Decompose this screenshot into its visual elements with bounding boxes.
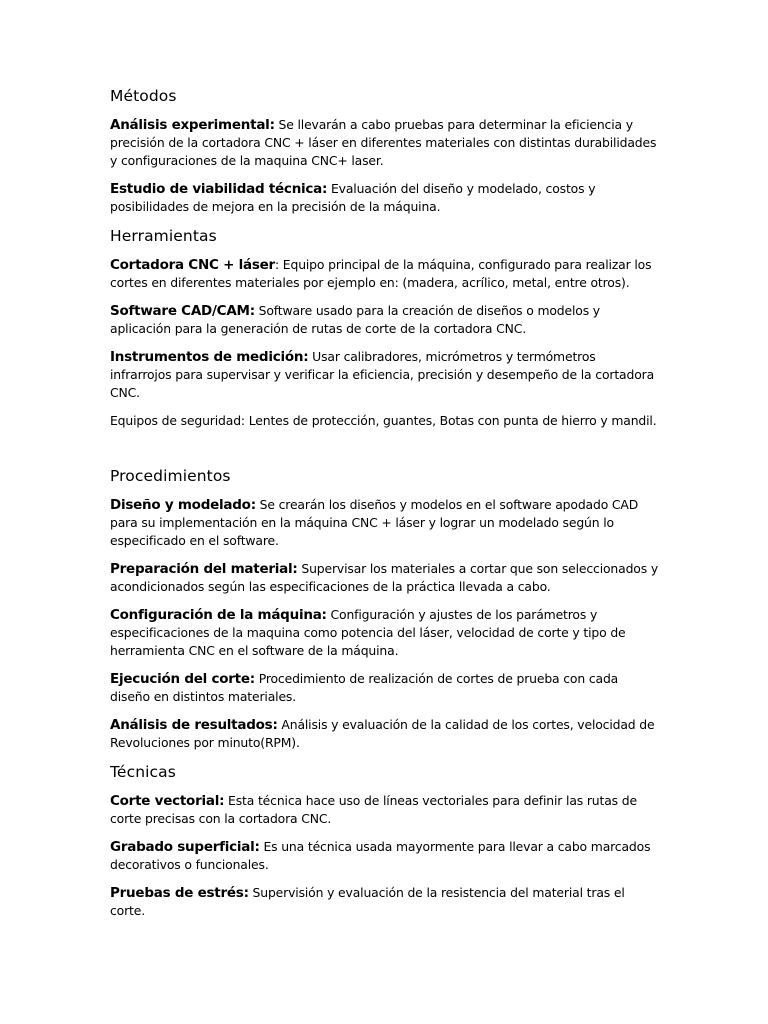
paragraph-text: Evaluación del diseño y modelado, costos y posibilidades de mejora en la precisión de la máquina. <box>110 181 596 214</box>
paragraph-text: Usar calibradores, micrómetros y termómetros infrarrojos para supervisar y verificar la eficiencia, precisión y desempeño de la cortadora CNC. <box>110 349 655 400</box>
paragraph-term: Análisis experimental: <box>110 117 275 133</box>
paragraph-text: Supervisión y evaluación de la resistencia del material tras el corte. <box>110 885 625 918</box>
paragraph <box>110 560 660 596</box>
paragraph-text: Software usado para la creación de diseños o modelos y aplicación para la generación de rutas de corte de la cortadora CNC. <box>110 303 600 336</box>
paragraph <box>110 256 660 292</box>
paragraph-term: Cortadora CNC + láser <box>110 257 275 273</box>
paragraph-text: Es una técnica usada mayormente para llevar a cabo marcados decorativos o funcionales. <box>110 839 651 872</box>
section-tecnicas <box>110 762 660 920</box>
section-heading: Procedimientos <box>110 467 231 485</box>
section-procedimientos <box>110 466 660 752</box>
paragraph-term: Diseño y modelado: <box>110 497 256 513</box>
section-heading: Técnicas <box>110 763 176 781</box>
paragraph <box>110 496 660 550</box>
paragraph-text: Procedimiento de realización de cortes de prueba con cada diseño en distintos materiales. <box>110 671 619 704</box>
paragraph-text: Se llevarán a cabo pruebas para determinar la eficiencia y precisión de la cortadora CNC + láser en diferentes materiales con distintas durabilidades y configuraciones de la maquina CNC+ laser. <box>110 117 657 168</box>
paragraph-term: Software CAD/CAM: <box>110 303 255 319</box>
paragraph-term: Estudio de viabilidad técnica: <box>110 181 328 197</box>
paragraph-term: Ejecución del corte: <box>110 671 255 687</box>
paragraph-term: Preparación del material: <box>110 561 298 577</box>
paragraph <box>110 838 660 874</box>
paragraph <box>110 884 660 920</box>
paragraph <box>110 348 660 402</box>
paragraph-term: Pruebas de estrés: <box>110 885 249 901</box>
paragraph-term: Análisis de resultados: <box>110 717 278 733</box>
section-metodos <box>110 86 660 216</box>
paragraph <box>110 180 660 216</box>
paragraph <box>110 302 660 338</box>
paragraph <box>110 116 660 170</box>
document-body <box>110 86 660 930</box>
paragraph <box>110 670 660 706</box>
paragraph-text: Equipos de seguridad: Lentes de protección, guantes, Botas con punta de hierro y mandil. <box>110 413 657 428</box>
paragraph-term: Grabado superficial: <box>110 839 260 855</box>
paragraph-term: Corte vectorial: <box>110 793 225 809</box>
section-heading: Herramientas <box>110 227 217 245</box>
paragraph-text: Esta técnica hace uso de líneas vectoriales para definir las rutas de corte precisas con la cortadora CNC. <box>110 793 637 826</box>
paragraph <box>110 716 660 752</box>
section-heading: Métodos <box>110 87 177 105</box>
paragraph <box>110 412 660 430</box>
paragraph-text: : Equipo principal de la máquina, configurado para realizar los cortes en diferentes materiales por ejemplo en: (madera, acrílico, metal, entre otros). <box>110 257 652 290</box>
paragraph-term: Configuración de la máquina: <box>110 607 327 623</box>
paragraph-text: Análisis y evaluación de la calidad de los cortes, velocidad de Revoluciones por minuto(RPM). <box>110 717 655 750</box>
paragraph-text: Se crearán los diseños y modelos en el software apodado CAD para su implementación en la máquina CNC + láser y lograr un modelado según lo especificado en el software. <box>110 497 639 548</box>
section-herramientas <box>110 226 660 430</box>
paragraph-text: Supervisar los materiales a cortar que son seleccionados y acondicionados según las especificaciones de la práctica llevada a cabo. <box>110 561 658 594</box>
blank-line <box>110 440 660 466</box>
paragraph-term: Instrumentos de medición: <box>110 349 309 365</box>
paragraph <box>110 792 660 828</box>
paragraph-text: Configuración y ajustes de los parámetros y especificaciones de la maquina como potencia del láser, velocidad de corte y tipo de herramienta CNC en el software de la máquina. <box>110 607 626 658</box>
paragraph <box>110 606 660 660</box>
